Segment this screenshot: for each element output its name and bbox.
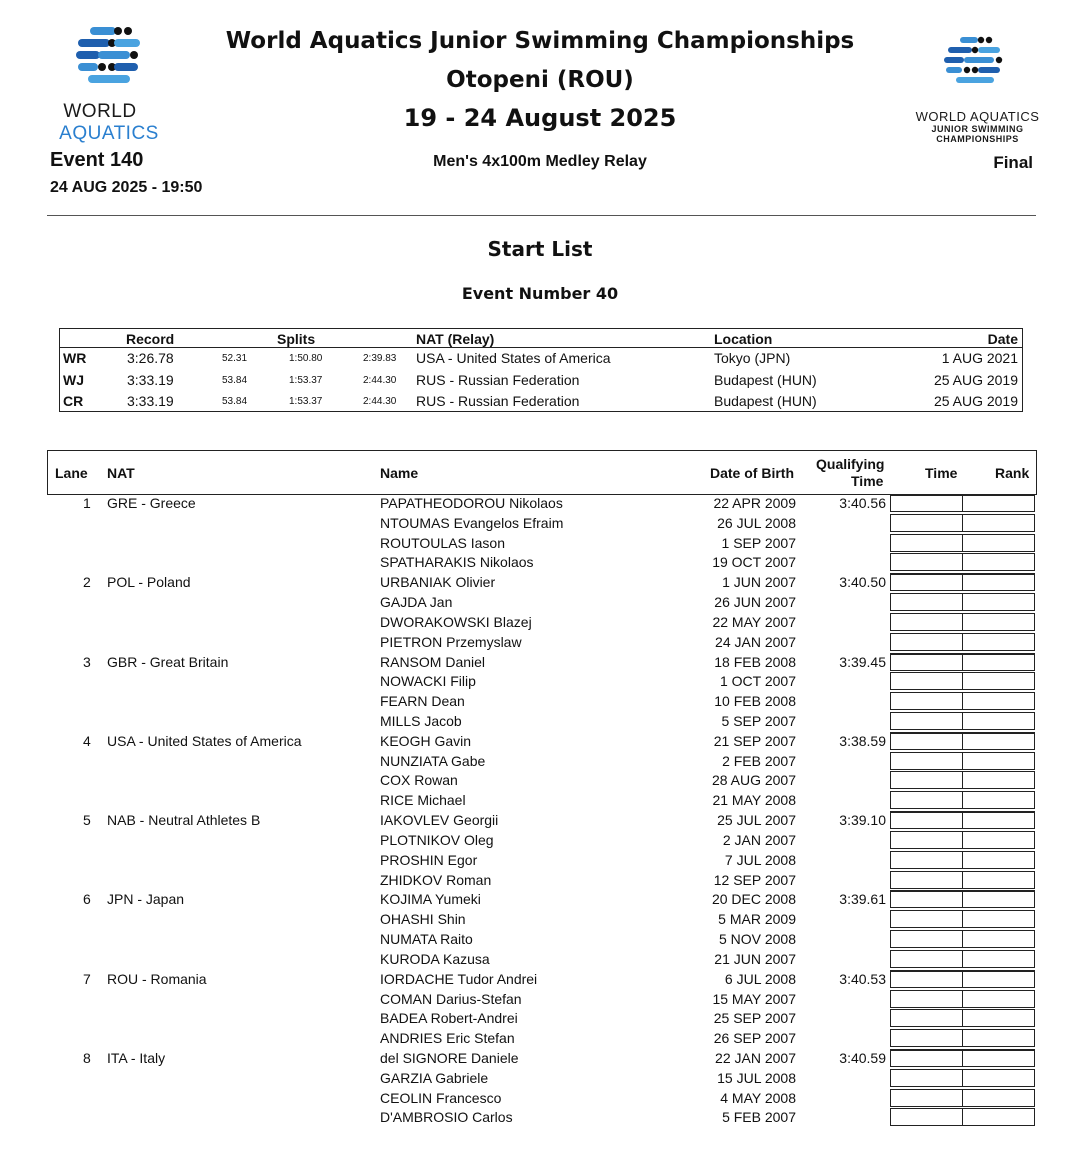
table-row bbox=[47, 890, 1035, 910]
swimmer-name: URBANIAK Olivier bbox=[380, 574, 496, 591]
qualifying-time: 3:40.56 bbox=[839, 495, 886, 511]
swimmer-dob: 1 JUN 2007 bbox=[722, 574, 796, 591]
record-split-1: 53.84 bbox=[222, 396, 248, 407]
swimmer-name: PAPATHEODOROU Nikolaos bbox=[380, 495, 563, 511]
time-box bbox=[890, 831, 963, 849]
table-row bbox=[47, 712, 1035, 732]
record-split-2: 1:53.37 bbox=[289, 374, 323, 386]
time-box bbox=[890, 573, 963, 591]
swimmer-name: CEOLIN Francesco bbox=[380, 1089, 502, 1106]
rank-box bbox=[962, 811, 1035, 829]
swimmer-dob: 5 NOV 2008 bbox=[718, 931, 796, 948]
record-date: 1 AUG 2021 bbox=[941, 350, 1018, 366]
swimmer-dob: 15 JUL 2008 bbox=[717, 1069, 796, 1086]
rank-box bbox=[962, 573, 1035, 591]
time-box bbox=[890, 990, 963, 1008]
qualifying-time: 3:40.59 bbox=[839, 1049, 886, 1066]
table-row bbox=[47, 791, 1035, 811]
rank-box bbox=[962, 1049, 1035, 1067]
lane-number: 7 bbox=[83, 970, 91, 987]
swimmer-dob: 26 JUN 2007 bbox=[714, 594, 796, 611]
time-box bbox=[890, 910, 963, 928]
rank-box bbox=[962, 791, 1035, 809]
lane-number: 6 bbox=[83, 891, 91, 908]
rank-box bbox=[962, 752, 1035, 770]
col-nat: NAT bbox=[107, 465, 135, 481]
qualifying-time: 3:38.59 bbox=[839, 732, 886, 749]
table-row bbox=[47, 593, 1035, 613]
swimmer-name: NUNZIATA Gabe bbox=[380, 752, 486, 769]
rank-box bbox=[962, 1029, 1035, 1047]
rank-box bbox=[962, 890, 1035, 908]
lane-number: 2 bbox=[83, 574, 91, 591]
rank-box bbox=[962, 613, 1035, 631]
relay-nat: JPN - Japan bbox=[107, 891, 185, 908]
swimmer-dob: 1 OCT 2007 bbox=[719, 673, 796, 690]
time-box bbox=[890, 791, 963, 809]
col-time: Time bbox=[925, 465, 958, 481]
qualifying-time: 3:39.10 bbox=[839, 812, 886, 829]
swimmer-dob: 22 JAN 2007 bbox=[715, 1049, 796, 1066]
rank-box bbox=[962, 692, 1035, 710]
time-box bbox=[890, 890, 963, 908]
table-row bbox=[47, 633, 1035, 653]
rank-box bbox=[962, 1089, 1035, 1107]
time-box bbox=[890, 712, 963, 730]
rank-box bbox=[962, 593, 1035, 611]
logo-text-world-aquatics: WORLD AQUATICS bbox=[915, 109, 1040, 124]
time-box bbox=[890, 811, 963, 829]
event-datetime: 24 AUG 2025 - 19:50 bbox=[50, 179, 203, 196]
swimmer-dob: 26 SEP 2007 bbox=[713, 1030, 796, 1047]
time-box bbox=[890, 1049, 963, 1067]
time-box bbox=[890, 692, 963, 710]
table-row bbox=[47, 930, 1035, 950]
event-number: Event 140 bbox=[50, 149, 144, 171]
swimmer-dob: 5 SEP 2007 bbox=[721, 713, 796, 730]
record-date: 25 AUG 2019 bbox=[933, 393, 1018, 409]
swimmer-dob: 2 FEB 2007 bbox=[722, 752, 796, 769]
swimmer-name: COX Rowan bbox=[380, 772, 458, 789]
time-box bbox=[890, 553, 963, 571]
swimmer-name: PLOTNIKOV Oleg bbox=[380, 831, 494, 848]
table-row bbox=[47, 553, 1035, 573]
record-code: WJ bbox=[63, 371, 84, 388]
rank-box bbox=[962, 653, 1035, 671]
table-row bbox=[47, 514, 1035, 534]
swimmer-name: NTOUMAS Evangelos Efraim bbox=[380, 514, 564, 531]
swimmer-dob: 15 MAY 2007 bbox=[712, 990, 796, 1007]
rank-box bbox=[962, 990, 1035, 1008]
swimmer-dob: 6 JUL 2008 bbox=[724, 970, 796, 987]
event-number-label: Event Number 40 bbox=[461, 284, 619, 303]
rank-box bbox=[962, 1009, 1035, 1027]
swimmer-dob: 1 SEP 2007 bbox=[721, 534, 796, 551]
relay-nat: NAB - Neutral Athletes B bbox=[107, 812, 261, 829]
col-lane: Lane bbox=[55, 465, 88, 481]
time-box bbox=[890, 1089, 963, 1107]
rank-box bbox=[962, 910, 1035, 928]
swimmer-dob: 28 AUG 2007 bbox=[711, 772, 796, 789]
swimmer-name: KEOGH Gavin bbox=[380, 732, 472, 749]
header-divider bbox=[47, 215, 1036, 216]
rank-box bbox=[962, 514, 1035, 532]
time-box bbox=[890, 514, 963, 532]
swimmer-name: MILLS Jacob bbox=[380, 713, 462, 730]
record-split-2: 1:50.80 bbox=[289, 353, 323, 364]
record-code: CR bbox=[63, 393, 84, 409]
swimmer-name: COMAN Darius-Stefan bbox=[380, 990, 522, 1007]
records-header-record: Record bbox=[126, 331, 175, 347]
table-row bbox=[47, 970, 1035, 990]
time-box bbox=[890, 771, 963, 789]
table-row bbox=[47, 1029, 1035, 1049]
record-date: 25 AUG 2019 bbox=[933, 371, 1018, 388]
table-row bbox=[47, 811, 1035, 831]
record-time: 3:33.19 bbox=[127, 393, 174, 409]
swimmer-name: GAJDA Jan bbox=[380, 594, 453, 611]
swimmer-name: D'AMBROSIO Carlos bbox=[380, 1109, 513, 1126]
rank-box bbox=[962, 871, 1035, 889]
rank-box bbox=[962, 1108, 1035, 1126]
rank-box bbox=[962, 1069, 1035, 1087]
time-box bbox=[890, 534, 963, 552]
time-box bbox=[890, 593, 963, 611]
table-row bbox=[47, 1069, 1035, 1089]
record-location: Budapest (HUN) bbox=[714, 393, 817, 409]
table-row bbox=[47, 752, 1035, 772]
time-box bbox=[890, 851, 963, 869]
time-box bbox=[890, 1069, 963, 1087]
records-header-nat: NAT (Relay) bbox=[416, 331, 495, 347]
time-box bbox=[890, 752, 963, 770]
swimmer-name: KURODA Kazusa bbox=[380, 950, 490, 967]
relay-nat: GBR - Great Britain bbox=[107, 653, 229, 670]
swimmer-name: ROUTOULAS Iason bbox=[380, 534, 506, 551]
swimmer-dob: 18 FEB 2008 bbox=[714, 653, 796, 670]
record-split-2: 1:53.37 bbox=[289, 396, 323, 407]
record-code: WR bbox=[63, 350, 87, 366]
logo-text-junior-swimming: JUNIOR SWIMMING bbox=[931, 124, 1024, 134]
swimmer-name: OHASHI Shin bbox=[380, 911, 466, 928]
swimmer-dob: 5 MAR 2009 bbox=[718, 911, 796, 928]
dates-title: 19 - 24 August 2025 bbox=[403, 104, 677, 132]
table-row bbox=[47, 672, 1035, 692]
table-row bbox=[47, 494, 1035, 514]
rank-box bbox=[962, 970, 1035, 988]
swimmer-name: NUMATA Raito bbox=[380, 931, 473, 948]
swimmer-dob: 2 JAN 2007 bbox=[722, 831, 796, 848]
table-row bbox=[47, 990, 1035, 1010]
swimmer-name: BADEA Robert-Andrei bbox=[380, 1010, 518, 1027]
time-box bbox=[890, 1029, 963, 1047]
swimmer-name: ZHIDKOV Roman bbox=[380, 871, 492, 888]
swimmer-dob: 21 JUN 2007 bbox=[714, 950, 796, 967]
swimmer-name: ANDRIES Eric Stefan bbox=[380, 1030, 515, 1047]
rank-box bbox=[962, 930, 1035, 948]
record-split-3: 2:44.30 bbox=[363, 374, 397, 386]
swimmer-name: IORDACHE Tudor Andrei bbox=[380, 970, 538, 987]
record-split-3: 2:44.30 bbox=[363, 396, 397, 407]
lane-number: 4 bbox=[83, 732, 91, 749]
record-nat: RUS - Russian Federation bbox=[416, 393, 580, 409]
rank-box bbox=[962, 950, 1035, 968]
swimmer-dob: 21 MAY 2008 bbox=[712, 792, 796, 809]
time-box bbox=[890, 494, 963, 512]
qualifying-time: 3:39.45 bbox=[839, 653, 886, 670]
startlist-header bbox=[47, 450, 1037, 495]
qualifying-time: 3:40.50 bbox=[839, 574, 886, 591]
table-row bbox=[47, 950, 1035, 970]
swimmer-dob: 12 SEP 2007 bbox=[713, 871, 796, 888]
qualifying-time: 3:39.61 bbox=[839, 891, 886, 908]
swimmer-dob: 25 JUL 2007 bbox=[717, 812, 796, 829]
logo-text-world: WORLD bbox=[63, 101, 137, 122]
col-name: Name bbox=[380, 465, 419, 481]
swimmer-dob: 21 SEP 2007 bbox=[713, 732, 796, 749]
swimmer-dob: 22 MAY 2007 bbox=[712, 613, 796, 630]
table-row bbox=[47, 1089, 1035, 1109]
table-row bbox=[47, 871, 1035, 891]
records-header-splits: Splits bbox=[277, 331, 316, 347]
swimmer-name: RANSOM Daniel bbox=[380, 653, 486, 670]
event-name: Men's 4x100m Medley Relay bbox=[433, 153, 647, 170]
record-nat: RUS - Russian Federation bbox=[416, 371, 580, 388]
time-box bbox=[890, 1009, 963, 1027]
relay-nat: ROU - Romania bbox=[107, 970, 207, 987]
records-header-location: Location bbox=[714, 331, 773, 347]
lane-number: 3 bbox=[83, 653, 91, 670]
swimmer-dob: 4 MAY 2008 bbox=[720, 1089, 796, 1106]
rank-box bbox=[962, 553, 1035, 571]
table-row bbox=[47, 573, 1035, 593]
relay-nat: GRE - Greece bbox=[107, 495, 196, 511]
table-row bbox=[47, 613, 1035, 633]
table-row bbox=[47, 1049, 1035, 1069]
qualifying-time: 3:40.53 bbox=[839, 970, 886, 987]
time-box bbox=[890, 930, 963, 948]
rank-box bbox=[962, 494, 1035, 512]
time-box bbox=[890, 653, 963, 671]
table-row bbox=[47, 771, 1035, 791]
table-row bbox=[47, 1108, 1035, 1128]
relay-nat: POL - Poland bbox=[107, 574, 191, 591]
event-stage: Final bbox=[993, 153, 1033, 172]
col-qualifying: Qualifying bbox=[816, 456, 885, 472]
lane-number: 5 bbox=[83, 812, 91, 829]
time-box bbox=[890, 950, 963, 968]
swimmer-name: GARZIA Gabriele bbox=[380, 1069, 489, 1086]
venue-title: Otopeni (ROU) bbox=[446, 67, 634, 93]
swimmer-name: PIETRON Przemyslaw bbox=[380, 633, 522, 650]
table-row bbox=[47, 732, 1035, 752]
swimmer-name: SPATHARAKIS Nikolaos bbox=[380, 554, 534, 571]
time-box bbox=[890, 613, 963, 631]
swimmer-dob: 22 APR 2009 bbox=[713, 495, 796, 511]
world-aquatics-logo bbox=[50, 24, 170, 144]
record-split-1: 53.84 bbox=[222, 374, 248, 386]
table-row bbox=[47, 831, 1035, 851]
record-location: Budapest (HUN) bbox=[714, 371, 817, 388]
swimmer-dob: 26 JUL 2008 bbox=[717, 514, 796, 531]
records-header-date: Date bbox=[987, 331, 1018, 347]
swimmer-name: RICE Michael bbox=[380, 792, 466, 809]
record-time: 3:33.19 bbox=[127, 371, 174, 388]
rank-box bbox=[962, 771, 1035, 789]
records-table bbox=[59, 328, 1023, 412]
junior-championships-wave-icon bbox=[905, 34, 1050, 94]
junior-championships-logo bbox=[905, 34, 1050, 144]
col-dob: Date of Birth bbox=[710, 465, 794, 481]
start-list-title: Start List bbox=[487, 237, 593, 261]
logo-text-championships: CHAMPIONSHIPS bbox=[936, 134, 1019, 144]
record-time: 3:26.78 bbox=[127, 350, 174, 366]
championship-title: World Aquatics Junior Swimming Championships bbox=[225, 28, 855, 54]
relay-nat: USA - United States of America bbox=[107, 732, 302, 749]
world-aquatics-wave-icon bbox=[50, 24, 170, 94]
rank-box bbox=[962, 732, 1035, 750]
rank-box bbox=[962, 534, 1035, 552]
swimmer-name: DWORAKOWSKI Blazej bbox=[380, 613, 532, 630]
records-header-rule bbox=[60, 347, 1022, 348]
time-box bbox=[890, 871, 963, 889]
rank-box bbox=[962, 851, 1035, 869]
swimmer-name: del SIGNORE Daniele bbox=[380, 1049, 519, 1066]
time-box bbox=[890, 732, 963, 750]
table-row bbox=[47, 534, 1035, 554]
swimmer-name: NOWACKI Filip bbox=[380, 673, 476, 690]
table-row bbox=[47, 851, 1035, 871]
rank-box bbox=[962, 831, 1035, 849]
rank-box bbox=[962, 672, 1035, 690]
logo-text-aquatics: AQUATICS bbox=[59, 123, 159, 144]
swimmer-dob: 5 FEB 2007 bbox=[722, 1109, 796, 1126]
time-box bbox=[890, 672, 963, 690]
time-box bbox=[890, 1108, 963, 1126]
record-location: Tokyo (JPN) bbox=[714, 350, 791, 366]
table-row bbox=[47, 910, 1035, 930]
relay-nat: ITA - Italy bbox=[107, 1049, 166, 1066]
swimmer-dob: 19 OCT 2007 bbox=[712, 554, 796, 571]
lane-number: 8 bbox=[83, 1049, 91, 1066]
record-split-3: 2:39.83 bbox=[363, 353, 397, 364]
swimmer-name: PROSHIN Egor bbox=[380, 851, 478, 868]
swimmer-name: IAKOVLEV Georgii bbox=[380, 812, 499, 829]
swimmer-dob: 10 FEB 2008 bbox=[714, 693, 796, 710]
swimmer-dob: 24 JAN 2007 bbox=[715, 633, 796, 650]
table-row bbox=[47, 692, 1035, 712]
col-rank: Rank bbox=[995, 465, 1030, 481]
swimmer-dob: 25 SEP 2007 bbox=[713, 1010, 796, 1027]
swimmer-name: FEARN Dean bbox=[380, 693, 465, 710]
table-row bbox=[47, 1009, 1035, 1029]
rank-box bbox=[962, 633, 1035, 651]
col-qualifying-time: Time bbox=[851, 473, 884, 489]
record-split-1: 52.31 bbox=[222, 353, 248, 364]
swimmer-name: KOJIMA Yumeki bbox=[380, 891, 481, 908]
record-nat: USA - United States of America bbox=[416, 350, 611, 366]
time-box bbox=[890, 633, 963, 651]
swimmer-dob: 20 DEC 2008 bbox=[711, 891, 796, 908]
swimmer-dob: 7 JUL 2008 bbox=[724, 851, 796, 868]
table-row bbox=[47, 653, 1035, 673]
lane-number: 1 bbox=[83, 495, 91, 511]
time-box bbox=[890, 970, 963, 988]
rank-box bbox=[962, 712, 1035, 730]
